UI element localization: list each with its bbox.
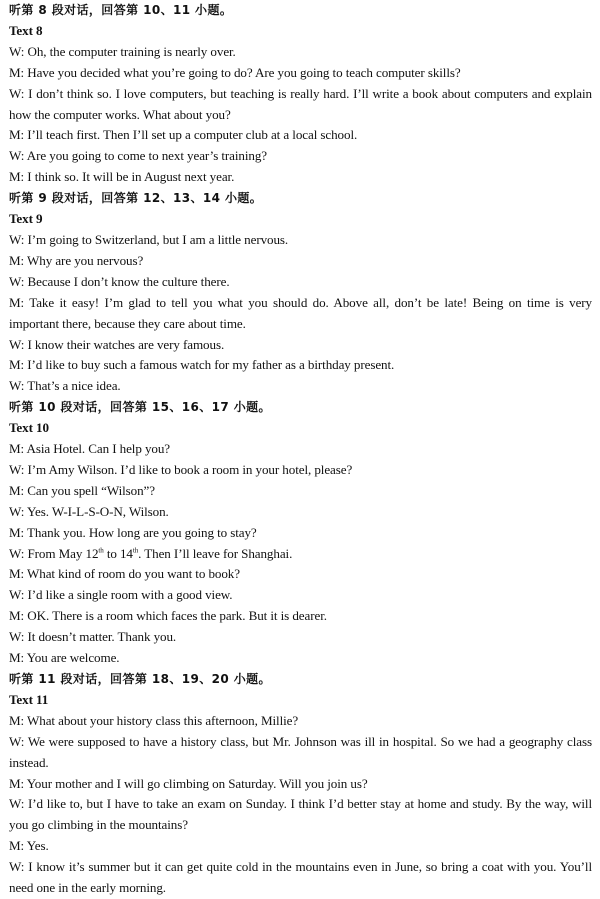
section-instruction: 听第 9 段对话，回答第 12、13、14 小题。 (9, 191, 263, 206)
dialogue-line: W: I know their watches are very famous. (9, 336, 225, 352)
dialogue-line: M: What kind of room do you want to book? (9, 566, 240, 582)
dialogue-line: M: I think so. It will be in August next year. (9, 169, 235, 185)
section-title: Text 11 (9, 691, 49, 707)
section-title: Text 10 (9, 420, 49, 436)
dialogue-line: W: It doesn’t matter. Thank you. (9, 629, 177, 645)
dialogue-line: M: Why are you nervous? (9, 252, 144, 268)
dialogue-line: M: Have you decided what you’re going to do? Are you going to teach computer skills? (9, 64, 461, 80)
dialogue-line: W: I’m Amy Wilson. I’d like to book a room in your hotel, please? (9, 461, 353, 477)
ordinal-suffix: th (132, 546, 139, 555)
dialogue-line: M: OK. There is a room which faces the park. But it is dearer. (9, 608, 327, 624)
dialogue-line: W: I’m going to Switzerland, but I am a little nervous. (9, 231, 289, 247)
dialogue-line: M: Asia Hotel. Can I help you? (9, 441, 171, 457)
ordinal-suffix: th (98, 546, 104, 555)
section-instruction: 听第 8 段对话，回答第 10、11 小题。 (9, 3, 233, 17)
dialogue-line: W: Are you going to come to next year’s training? (9, 148, 267, 164)
dialogue-line: M: I’d like to buy such a famous watch for my father as a birthday present. (9, 357, 395, 373)
dialogue-line: W: I know it’s summer but it can get quite cold in the mountains even in June, so bring a coat with you. You’ll need one in the early morning. (9, 859, 592, 896)
dialogue-line: M: Your mother and I will go climbing on Saturday. Will you join us? (9, 775, 368, 791)
date-line-prefix: W: From May 12 (9, 545, 99, 561)
dialogue-line: M: Thank you. How long are you going to stay? (9, 524, 257, 540)
dialogue-line: M: What about your history class this afternoon, Millie? (9, 712, 299, 728)
section-instruction: 听第 10 段对话，回答第 15、16、17 小题。 (9, 400, 271, 415)
dialogue-line: W: Because I don’t know the culture there. (9, 273, 230, 289)
dialogue-line: M: I’ll teach first. Then I’ll set up a computer club at a local school. (9, 127, 358, 143)
section-title: Text 8 (9, 22, 43, 38)
dialogue-line: W: That’s a nice idea. (9, 378, 121, 394)
date-line-suffix: . Then I’ll leave for Shanghai. (138, 545, 293, 561)
date-line-middle: to 14 (103, 545, 133, 561)
dialogue-line: M: Yes. (9, 838, 49, 854)
dialogue-line: W: I’d like to, but I have to take an exam on Sunday. I think I’d better stay at home and study. By the way, will you go climbing in the mountains? (9, 796, 592, 833)
section-instruction: 听第 11 段对话，回答第 18、19、20 小题。 (9, 672, 271, 686)
dialogue-line: W: We were supposed to have a history class, but Mr. Johnson was ill in hospital. So we had a geography class instead. (9, 733, 592, 770)
dialogue-line: W: Yes. W-I-L-S-O-N, Wilson. (9, 503, 169, 519)
dialogue-line: W: I’d like a single room with a good view. (9, 587, 233, 603)
section-title: Text 9 (9, 211, 43, 227)
dialogue-line: W: Oh, the computer training is nearly over. (9, 43, 236, 59)
dialogue-line: M: Take it easy! I’m glad to tell you what you should do. Above all, don’t be late! Being on time is very important there, because they care about time. (9, 294, 592, 331)
dialogue-line-dates (9, 544, 592, 565)
dialogue-line: M: Can you spell “Wilson”? (9, 482, 155, 498)
dialogue-line: W: I don’t think so. I love computers, but teaching is really hard. I’ll write a book about computers and explain how the computer works. What about you? (9, 85, 592, 122)
dialogue-line: M: You are welcome. (9, 650, 120, 666)
